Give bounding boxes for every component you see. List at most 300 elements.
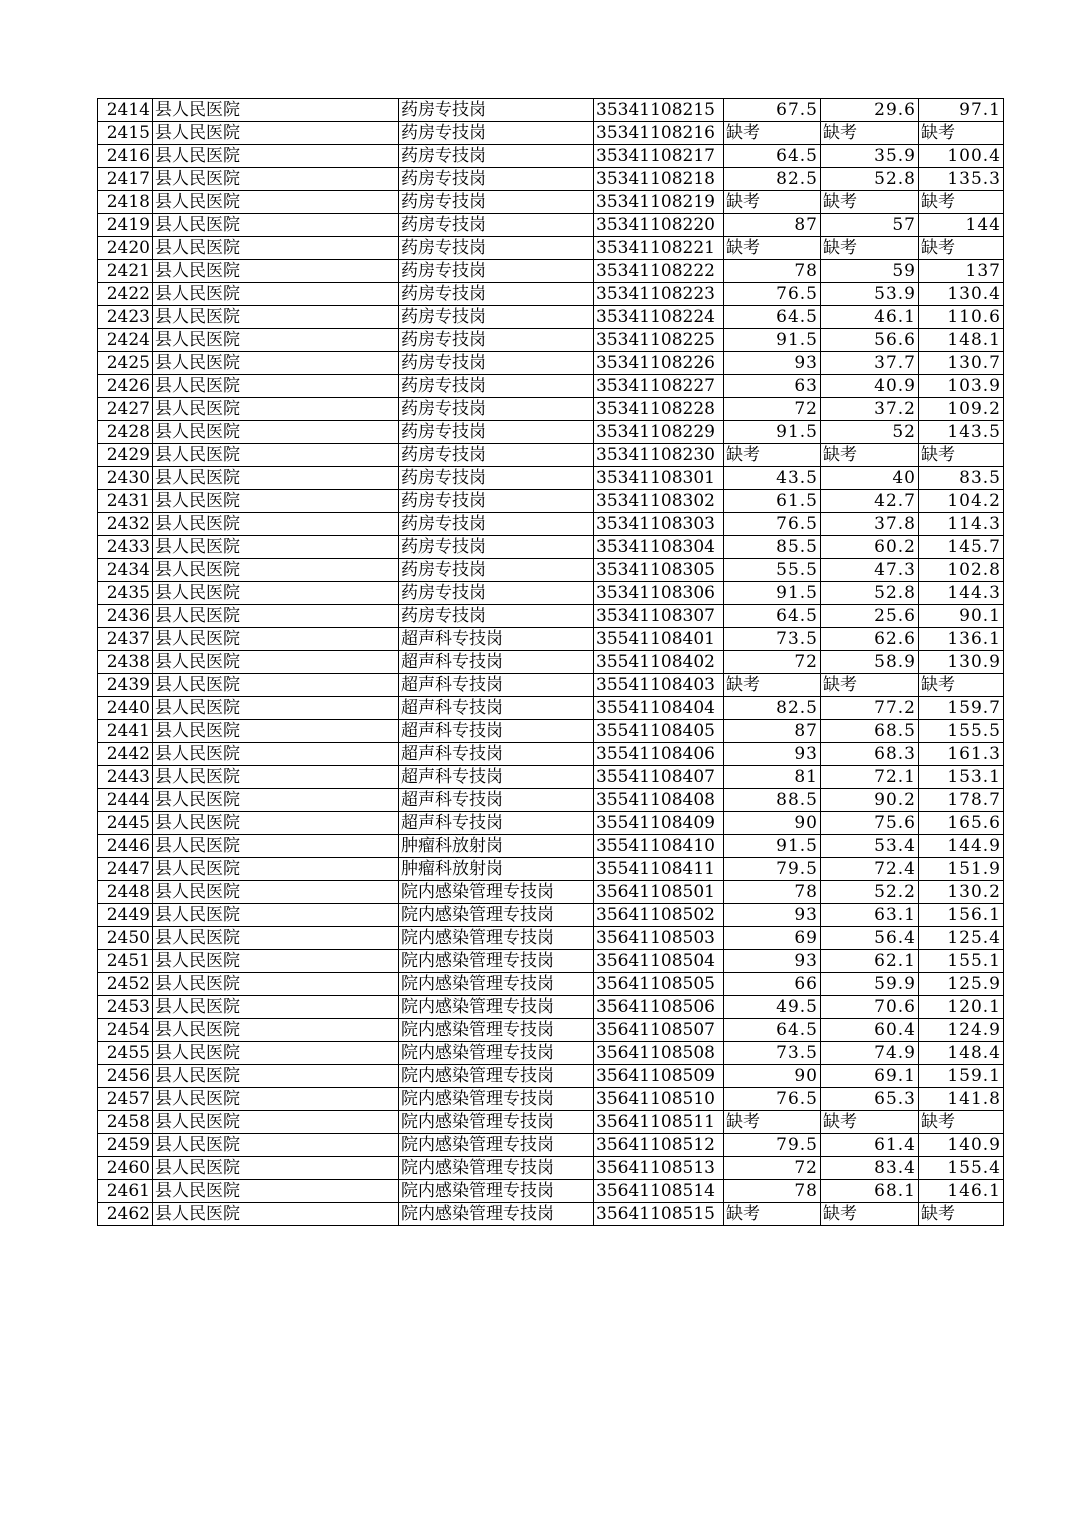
- total-score-cell: 缺考: [919, 1203, 1004, 1226]
- interview-score-cell: 47.3: [821, 559, 919, 582]
- exam-id-cell: 35641108509: [594, 1065, 724, 1088]
- table-row: [98, 191, 1004, 214]
- written-score-cell: 76.5: [724, 283, 821, 306]
- unit-name-cell: 县人民医院: [153, 605, 399, 628]
- interview-score-cell: 缺考: [821, 1203, 919, 1226]
- position-name-cell: 药房专技岗: [399, 605, 594, 628]
- written-score-cell: 90: [724, 812, 821, 835]
- interview-score-cell: 52.2: [821, 881, 919, 904]
- row-number-cell: 2434: [98, 559, 153, 582]
- score-table-body: [98, 99, 1004, 1226]
- row-number-cell: 2453: [98, 996, 153, 1019]
- table-row: [98, 743, 1004, 766]
- position-name-cell: 超声科专技岗: [399, 720, 594, 743]
- row-number-cell: 2438: [98, 651, 153, 674]
- written-score-cell: 88.5: [724, 789, 821, 812]
- table-row: [98, 881, 1004, 904]
- table-row: [98, 260, 1004, 283]
- interview-score-cell: 37.2: [821, 398, 919, 421]
- position-name-cell: 药房专技岗: [399, 283, 594, 306]
- total-score-cell: 130.4: [919, 283, 1004, 306]
- table-row: [98, 720, 1004, 743]
- position-name-cell: 院内感染管理专技岗: [399, 1088, 594, 1111]
- row-number-cell: 2414: [98, 99, 153, 122]
- position-name-cell: 院内感染管理专技岗: [399, 927, 594, 950]
- written-score-cell: 73.5: [724, 628, 821, 651]
- table-row: [98, 1065, 1004, 1088]
- row-number-cell: 2458: [98, 1111, 153, 1134]
- table-row: [98, 789, 1004, 812]
- exam-id-cell: 35341108307: [594, 605, 724, 628]
- written-score-cell: 69: [724, 927, 821, 950]
- total-score-cell: 97.1: [919, 99, 1004, 122]
- table-row: [98, 306, 1004, 329]
- interview-score-cell: 83.4: [821, 1157, 919, 1180]
- interview-score-cell: 缺考: [821, 1111, 919, 1134]
- unit-name-cell: 县人民医院: [153, 789, 399, 812]
- exam-id-cell: 35641108514: [594, 1180, 724, 1203]
- table-row: [98, 559, 1004, 582]
- exam-id-cell: 35341108301: [594, 467, 724, 490]
- table-row: [98, 904, 1004, 927]
- total-score-cell: 178.7: [919, 789, 1004, 812]
- total-score-cell: 148.1: [919, 329, 1004, 352]
- position-name-cell: 药房专技岗: [399, 513, 594, 536]
- interview-score-cell: 缺考: [821, 122, 919, 145]
- exam-id-cell: 35641108505: [594, 973, 724, 996]
- interview-score-cell: 缺考: [821, 191, 919, 214]
- table-row: [98, 1157, 1004, 1180]
- unit-name-cell: 县人民医院: [153, 191, 399, 214]
- exam-id-cell: 35641108501: [594, 881, 724, 904]
- row-number-cell: 2454: [98, 1019, 153, 1042]
- row-number-cell: 2450: [98, 927, 153, 950]
- interview-score-cell: 60.2: [821, 536, 919, 559]
- exam-id-cell: 35341108215: [594, 99, 724, 122]
- exam-id-cell: 35641108511: [594, 1111, 724, 1134]
- table-row: [98, 651, 1004, 674]
- total-score-cell: 120.1: [919, 996, 1004, 1019]
- interview-score-cell: 65.3: [821, 1088, 919, 1111]
- interview-score-cell: 缺考: [821, 674, 919, 697]
- exam-id-cell: 35341108225: [594, 329, 724, 352]
- written-score-cell: 73.5: [724, 1042, 821, 1065]
- table-row: [98, 536, 1004, 559]
- total-score-cell: 165.6: [919, 812, 1004, 835]
- interview-score-cell: 68.5: [821, 720, 919, 743]
- row-number-cell: 2423: [98, 306, 153, 329]
- row-number-cell: 2459: [98, 1134, 153, 1157]
- written-score-cell: 55.5: [724, 559, 821, 582]
- total-score-cell: 83.5: [919, 467, 1004, 490]
- exam-id-cell: 35541108409: [594, 812, 724, 835]
- written-score-cell: 87: [724, 214, 821, 237]
- exam-id-cell: 35341108221: [594, 237, 724, 260]
- position-name-cell: 药房专技岗: [399, 191, 594, 214]
- table-row: [98, 214, 1004, 237]
- position-name-cell: 药房专技岗: [399, 490, 594, 513]
- exam-id-cell: 35341108216: [594, 122, 724, 145]
- position-name-cell: 药房专技岗: [399, 536, 594, 559]
- row-number-cell: 2446: [98, 835, 153, 858]
- row-number-cell: 2415: [98, 122, 153, 145]
- exam-id-cell: 35541108411: [594, 858, 724, 881]
- written-score-cell: 43.5: [724, 467, 821, 490]
- table-row: [98, 950, 1004, 973]
- interview-score-cell: 37.7: [821, 352, 919, 375]
- total-score-cell: 130.2: [919, 881, 1004, 904]
- position-name-cell: 院内感染管理专技岗: [399, 973, 594, 996]
- exam-id-cell: 35341108305: [594, 559, 724, 582]
- table-row: [98, 1088, 1004, 1111]
- unit-name-cell: 县人民医院: [153, 1019, 399, 1042]
- total-score-cell: 146.1: [919, 1180, 1004, 1203]
- exam-id-cell: 35541108401: [594, 628, 724, 651]
- total-score-cell: 155.4: [919, 1157, 1004, 1180]
- total-score-cell: 缺考: [919, 674, 1004, 697]
- interview-score-cell: 58.9: [821, 651, 919, 674]
- total-score-cell: 148.4: [919, 1042, 1004, 1065]
- exam-id-cell: 35641108507: [594, 1019, 724, 1042]
- table-row: [98, 421, 1004, 444]
- interview-score-cell: 62.1: [821, 950, 919, 973]
- table-row: [98, 835, 1004, 858]
- total-score-cell: 144.9: [919, 835, 1004, 858]
- exam-id-cell: 35341108218: [594, 168, 724, 191]
- unit-name-cell: 县人民医院: [153, 444, 399, 467]
- position-name-cell: 院内感染管理专技岗: [399, 1111, 594, 1134]
- exam-id-cell: 35341108229: [594, 421, 724, 444]
- table-row: [98, 605, 1004, 628]
- unit-name-cell: 县人民医院: [153, 582, 399, 605]
- interview-score-cell: 69.1: [821, 1065, 919, 1088]
- interview-score-cell: 35.9: [821, 145, 919, 168]
- table-row: [98, 674, 1004, 697]
- row-number-cell: 2448: [98, 881, 153, 904]
- written-score-cell: 79.5: [724, 1134, 821, 1157]
- row-number-cell: 2461: [98, 1180, 153, 1203]
- interview-score-cell: 53.4: [821, 835, 919, 858]
- unit-name-cell: 县人民医院: [153, 122, 399, 145]
- table-row: [98, 927, 1004, 950]
- unit-name-cell: 县人民医院: [153, 214, 399, 237]
- total-score-cell: 144: [919, 214, 1004, 237]
- position-name-cell: 药房专技岗: [399, 467, 594, 490]
- interview-score-cell: 60.4: [821, 1019, 919, 1042]
- unit-name-cell: 县人民医院: [153, 283, 399, 306]
- position-name-cell: 药房专技岗: [399, 99, 594, 122]
- total-score-cell: 144.3: [919, 582, 1004, 605]
- interview-score-cell: 77.2: [821, 697, 919, 720]
- position-name-cell: 院内感染管理专技岗: [399, 904, 594, 927]
- unit-name-cell: 县人民医院: [153, 329, 399, 352]
- written-score-cell: 93: [724, 904, 821, 927]
- row-number-cell: 2455: [98, 1042, 153, 1065]
- exam-id-cell: 35341108222: [594, 260, 724, 283]
- exam-id-cell: 35541108406: [594, 743, 724, 766]
- unit-name-cell: 县人民医院: [153, 927, 399, 950]
- row-number-cell: 2457: [98, 1088, 153, 1111]
- position-name-cell: 超声科专技岗: [399, 651, 594, 674]
- table-row: [98, 1019, 1004, 1042]
- interview-score-cell: 46.1: [821, 306, 919, 329]
- exam-id-cell: 35341108304: [594, 536, 724, 559]
- unit-name-cell: 县人民医院: [153, 743, 399, 766]
- unit-name-cell: 县人民医院: [153, 260, 399, 283]
- total-score-cell: 136.1: [919, 628, 1004, 651]
- exam-id-cell: 35341108230: [594, 444, 724, 467]
- written-score-cell: 64.5: [724, 605, 821, 628]
- position-name-cell: 超声科专技岗: [399, 766, 594, 789]
- table-row: [98, 1203, 1004, 1226]
- row-number-cell: 2419: [98, 214, 153, 237]
- written-score-cell: 90: [724, 1065, 821, 1088]
- row-number-cell: 2428: [98, 421, 153, 444]
- position-name-cell: 药房专技岗: [399, 582, 594, 605]
- unit-name-cell: 县人民医院: [153, 674, 399, 697]
- total-score-cell: 151.9: [919, 858, 1004, 881]
- position-name-cell: 药房专技岗: [399, 214, 594, 237]
- total-score-cell: 125.9: [919, 973, 1004, 996]
- written-score-cell: 93: [724, 743, 821, 766]
- table-row: [98, 467, 1004, 490]
- exam-id-cell: 35641108515: [594, 1203, 724, 1226]
- row-number-cell: 2440: [98, 697, 153, 720]
- total-score-cell: 102.8: [919, 559, 1004, 582]
- interview-score-cell: 29.6: [821, 99, 919, 122]
- exam-id-cell: 35341108223: [594, 283, 724, 306]
- position-name-cell: 院内感染管理专技岗: [399, 1042, 594, 1065]
- table-row: [98, 398, 1004, 421]
- written-score-cell: 78: [724, 1180, 821, 1203]
- table-row: [98, 697, 1004, 720]
- total-score-cell: 155.5: [919, 720, 1004, 743]
- interview-score-cell: 70.6: [821, 996, 919, 1019]
- position-name-cell: 院内感染管理专技岗: [399, 1134, 594, 1157]
- exam-id-cell: 35541108403: [594, 674, 724, 697]
- table-row: [98, 1134, 1004, 1157]
- unit-name-cell: 县人民医院: [153, 237, 399, 260]
- row-number-cell: 2437: [98, 628, 153, 651]
- row-number-cell: 2447: [98, 858, 153, 881]
- position-name-cell: 超声科专技岗: [399, 697, 594, 720]
- exam-id-cell: 35341108219: [594, 191, 724, 214]
- written-score-cell: 64.5: [724, 1019, 821, 1042]
- total-score-cell: 130.7: [919, 352, 1004, 375]
- total-score-cell: 114.3: [919, 513, 1004, 536]
- interview-score-cell: 63.1: [821, 904, 919, 927]
- unit-name-cell: 县人民医院: [153, 1065, 399, 1088]
- table-row: [98, 858, 1004, 881]
- position-name-cell: 药房专技岗: [399, 145, 594, 168]
- exam-id-cell: 35641108506: [594, 996, 724, 1019]
- position-name-cell: 药房专技岗: [399, 122, 594, 145]
- row-number-cell: 2456: [98, 1065, 153, 1088]
- exam-id-cell: 35341108220: [594, 214, 724, 237]
- interview-score-cell: 59: [821, 260, 919, 283]
- unit-name-cell: 县人民医院: [153, 950, 399, 973]
- position-name-cell: 院内感染管理专技岗: [399, 950, 594, 973]
- row-number-cell: 2426: [98, 375, 153, 398]
- exam-id-cell: 35541108407: [594, 766, 724, 789]
- written-score-cell: 82.5: [724, 697, 821, 720]
- total-score-cell: 103.9: [919, 375, 1004, 398]
- written-score-cell: 79.5: [724, 858, 821, 881]
- exam-id-cell: 35541108402: [594, 651, 724, 674]
- interview-score-cell: 缺考: [821, 444, 919, 467]
- position-name-cell: 药房专技岗: [399, 444, 594, 467]
- position-name-cell: 超声科专技岗: [399, 628, 594, 651]
- unit-name-cell: 县人民医院: [153, 99, 399, 122]
- written-score-cell: 78: [724, 881, 821, 904]
- written-score-cell: 72: [724, 398, 821, 421]
- table-row: [98, 283, 1004, 306]
- written-score-cell: 93: [724, 352, 821, 375]
- row-number-cell: 2452: [98, 973, 153, 996]
- unit-name-cell: 县人民医院: [153, 720, 399, 743]
- exam-id-cell: 35641108504: [594, 950, 724, 973]
- table-row: [98, 145, 1004, 168]
- position-name-cell: 药房专技岗: [399, 168, 594, 191]
- total-score-cell: 缺考: [919, 444, 1004, 467]
- position-name-cell: 超声科专技岗: [399, 789, 594, 812]
- position-name-cell: 药房专技岗: [399, 352, 594, 375]
- position-name-cell: 药房专技岗: [399, 559, 594, 582]
- written-score-cell: 67.5: [724, 99, 821, 122]
- written-score-cell: 缺考: [724, 122, 821, 145]
- row-number-cell: 2427: [98, 398, 153, 421]
- row-number-cell: 2445: [98, 812, 153, 835]
- written-score-cell: 91.5: [724, 329, 821, 352]
- written-score-cell: 85.5: [724, 536, 821, 559]
- interview-score-cell: 56.4: [821, 927, 919, 950]
- position-name-cell: 药房专技岗: [399, 260, 594, 283]
- unit-name-cell: 县人民医院: [153, 375, 399, 398]
- table-row: [98, 490, 1004, 513]
- written-score-cell: 93: [724, 950, 821, 973]
- interview-score-cell: 72.1: [821, 766, 919, 789]
- position-name-cell: 院内感染管理专技岗: [399, 881, 594, 904]
- row-number-cell: 2449: [98, 904, 153, 927]
- unit-name-cell: 县人民医院: [153, 352, 399, 375]
- table-row: [98, 237, 1004, 260]
- written-score-cell: 缺考: [724, 1203, 821, 1226]
- written-score-cell: 63: [724, 375, 821, 398]
- total-score-cell: 104.2: [919, 490, 1004, 513]
- row-number-cell: 2442: [98, 743, 153, 766]
- row-number-cell: 2417: [98, 168, 153, 191]
- exam-id-cell: 35341108226: [594, 352, 724, 375]
- exam-id-cell: 35641108512: [594, 1134, 724, 1157]
- row-number-cell: 2435: [98, 582, 153, 605]
- table-row: [98, 582, 1004, 605]
- position-name-cell: 院内感染管理专技岗: [399, 1065, 594, 1088]
- total-score-cell: 137: [919, 260, 1004, 283]
- written-score-cell: 64.5: [724, 145, 821, 168]
- table-row: [98, 99, 1004, 122]
- written-score-cell: 缺考: [724, 444, 821, 467]
- position-name-cell: 超声科专技岗: [399, 743, 594, 766]
- table-row: [98, 973, 1004, 996]
- row-number-cell: 2429: [98, 444, 153, 467]
- total-score-cell: 141.8: [919, 1088, 1004, 1111]
- written-score-cell: 82.5: [724, 168, 821, 191]
- interview-score-cell: 37.8: [821, 513, 919, 536]
- written-score-cell: 缺考: [724, 674, 821, 697]
- interview-score-cell: 90.2: [821, 789, 919, 812]
- total-score-cell: 缺考: [919, 191, 1004, 214]
- total-score-cell: 161.3: [919, 743, 1004, 766]
- written-score-cell: 78: [724, 260, 821, 283]
- exam-id-cell: 35541108410: [594, 835, 724, 858]
- exam-id-cell: 35341108303: [594, 513, 724, 536]
- row-number-cell: 2460: [98, 1157, 153, 1180]
- exam-id-cell: 35641108508: [594, 1042, 724, 1065]
- interview-score-cell: 62.6: [821, 628, 919, 651]
- unit-name-cell: 县人民医院: [153, 697, 399, 720]
- unit-name-cell: 县人民医院: [153, 559, 399, 582]
- unit-name-cell: 县人民医院: [153, 536, 399, 559]
- unit-name-cell: 县人民医院: [153, 996, 399, 1019]
- position-name-cell: 院内感染管理专技岗: [399, 1203, 594, 1226]
- row-number-cell: 2418: [98, 191, 153, 214]
- position-name-cell: 肿瘤科放射岗: [399, 835, 594, 858]
- row-number-cell: 2416: [98, 145, 153, 168]
- interview-score-cell: 68.3: [821, 743, 919, 766]
- total-score-cell: 109.2: [919, 398, 1004, 421]
- row-number-cell: 2439: [98, 674, 153, 697]
- exam-id-cell: 35341108306: [594, 582, 724, 605]
- table-row: [98, 1180, 1004, 1203]
- table-row: [98, 513, 1004, 536]
- table-row: [98, 122, 1004, 145]
- total-score-cell: 135.3: [919, 168, 1004, 191]
- written-score-cell: 91.5: [724, 835, 821, 858]
- written-score-cell: 72: [724, 651, 821, 674]
- interview-score-cell: 56.6: [821, 329, 919, 352]
- unit-name-cell: 县人民医院: [153, 490, 399, 513]
- row-number-cell: 2443: [98, 766, 153, 789]
- total-score-cell: 缺考: [919, 122, 1004, 145]
- total-score-cell: 缺考: [919, 1111, 1004, 1134]
- position-name-cell: 院内感染管理专技岗: [399, 1019, 594, 1042]
- row-number-cell: 2424: [98, 329, 153, 352]
- position-name-cell: 院内感染管理专技岗: [399, 1157, 594, 1180]
- exam-id-cell: 35341108228: [594, 398, 724, 421]
- written-score-cell: 72: [724, 1157, 821, 1180]
- total-score-cell: 125.4: [919, 927, 1004, 950]
- unit-name-cell: 县人民医院: [153, 513, 399, 536]
- interview-score-cell: 缺考: [821, 237, 919, 260]
- interview-score-cell: 57: [821, 214, 919, 237]
- written-score-cell: 76.5: [724, 1088, 821, 1111]
- exam-id-cell: 35641108503: [594, 927, 724, 950]
- unit-name-cell: 县人民医院: [153, 467, 399, 490]
- table-row: [98, 375, 1004, 398]
- table-row: [98, 444, 1004, 467]
- exam-id-cell: 35641108513: [594, 1157, 724, 1180]
- written-score-cell: 91.5: [724, 421, 821, 444]
- total-score-cell: 145.7: [919, 536, 1004, 559]
- total-score-cell: 140.9: [919, 1134, 1004, 1157]
- total-score-cell: 124.9: [919, 1019, 1004, 1042]
- interview-score-cell: 40.9: [821, 375, 919, 398]
- total-score-cell: 159.7: [919, 697, 1004, 720]
- row-number-cell: 2441: [98, 720, 153, 743]
- interview-score-cell: 61.4: [821, 1134, 919, 1157]
- interview-score-cell: 72.4: [821, 858, 919, 881]
- total-score-cell: 90.1: [919, 605, 1004, 628]
